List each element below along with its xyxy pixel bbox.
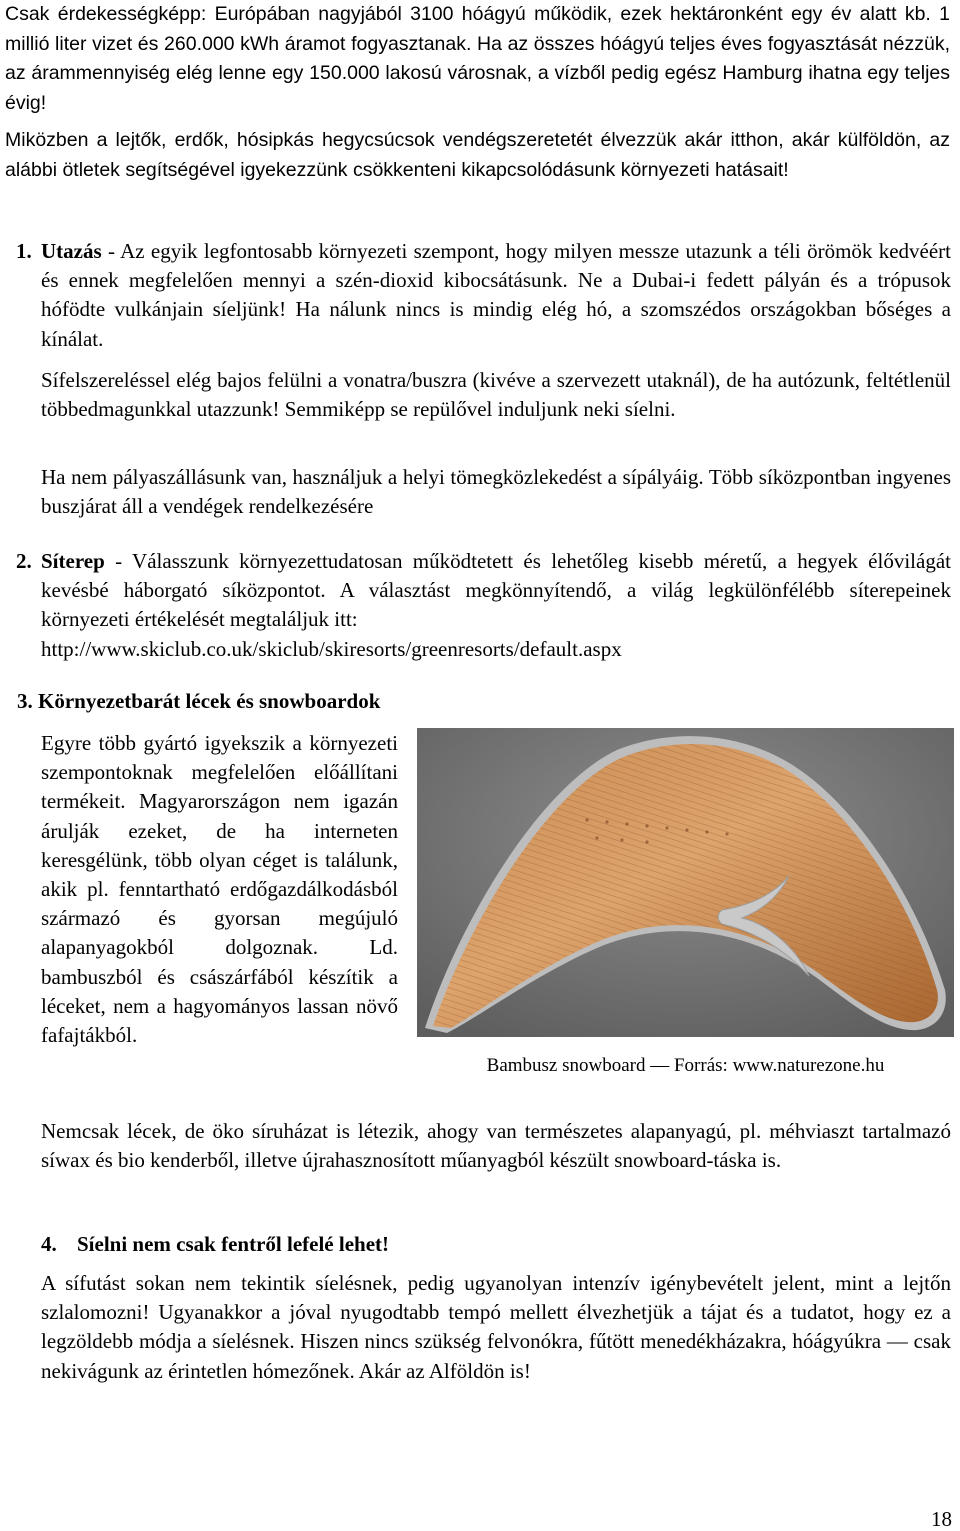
figure-caption: Bambusz snowboard — Forrás: www.naturezone.hu [486, 1055, 885, 1076]
section-3-text-column [41, 729, 398, 1050]
section-1-paragraph-2 [41, 366, 951, 424]
section-2-title: Síterep [41, 549, 105, 573]
section-1-title: Utazás [41, 239, 102, 263]
section-3-paragraph-2-text: Nemcsak lécek, de öko síruházat is létezik, ahogy van természetes alapanyagú, pl. méhviaszt tartalmazó síwax és bio kenderből, illetve újrahasznosított műanyagból készült snowboard-táska is. [41, 1119, 951, 1173]
section-4-paragraph [41, 1269, 951, 1386]
section-4-heading [41, 1230, 389, 1259]
section-1-paragraph-3 [41, 463, 951, 521]
section-2-url[interactable]: http://www.skiclub.co.uk/skiclub/skiresorts/greenresorts/default.aspx [41, 636, 622, 661]
page-number: 18 [931, 1507, 952, 1531]
section-1-number: 1. [16, 239, 32, 263]
section-4-number: 4. [41, 1232, 57, 1256]
section-2-number: 2. [16, 549, 32, 573]
intro-paragraph-2: Miközben a lejtők, erdők, hósipkás hegycsúcsok vendégszeretetét élvezzük akár itthon, akár külföldön, az alábbi ötletek segítségével igyekezzünk csökkenteni kikapcsolódásunk környezeti hatásait! [5, 129, 950, 181]
section-2-paragraph [41, 547, 951, 635]
section-1-paragraph-1 [41, 237, 951, 354]
intro-paragraph-1: Csak érdekességképp: Európában nagyjából 3100 hóágyú működik, ezek hektáronként egy év alatt kb. 1 millió liter vizet és 260.000 kWh áramot fogyasztanak. Ha az összes hóágyú teljes éves fogyasztását nézzük, az árammennyiség elég lenne egy 150.000 lakosú városnak, a vízből pedig egész Hamburg ihatna egy teljes évig! [5, 3, 950, 114]
section-3-heading: 3. Környezetbarát lécek és snowboardok [17, 689, 381, 713]
section-4-heading-text: Síelni nem csak fentről lefelé lehet! [77, 1232, 390, 1256]
section-2-text: - Válasszunk környezettudatosan működtetett és lehetőleg kisebb méretű, a hegyek élővilágát kevésbé háborgató síközpontot. A választást megkönnyítendő, a világ legkülönfélébb síterepeinek környezeti értékelését megtaláljuk itt: [41, 549, 951, 632]
section-1-paragraph-3-text: Ha nem pályaszállásunk van, használjuk a helyi tömegközlekedést a sípályáig. Több síközpontban ingyenes buszjárat áll a vendégek rendelkezésére [41, 465, 951, 519]
section-3-paragraph-1: Egyre több gyártó igyekszik a környezeti szempontoknak megfelelően előállítani termékeit. Magyarországon nem igazán árulják ezeket, de ha interneten keresgélünk, több olyan céget is találunk, akik pl. fenntartható erdőgazdálkodásból származó és gyorsan megújuló alapanyagokból dolgoznak. Ld. bambuszból és császárfából készítik a léceket, nem a hagyományos lassan növő fafajtákból. [41, 731, 398, 1048]
section-3-paragraph-2 [41, 1117, 951, 1175]
section-2-terrain [16, 547, 951, 664]
section-1-paragraph-2-text: Sífelszereléssel elég bajos felülni a vonatra/buszra (kivéve a szervezett utaknál), de ha autózunk, feltétlenül többedmagunkkal utazzunk! Semmiképp se repülővel induljunk neki síelni. [41, 368, 951, 422]
section-1-text: - Az egyik legfontosabb környezeti szempont, hogy milyen messze utazunk a téli örömök kedvéért és ennek megfelelően mennyi a szén-dioxid kibocsátásunk. Ne a Dubai-i fedett pályán és a trópusok hófödte vulkánjain síeljünk! Ha nálunk nincs is mindig elég hó, a szomszédos országokban bőséges a kínálat. [41, 239, 951, 351]
bamboo-snowboard-image [417, 728, 954, 1037]
section-1-travel [16, 237, 951, 354]
snowboard-illustration [417, 728, 954, 1037]
section-4-paragraph-text: A sífutást sokan nem tekintik síelésnek, pedig ugyanolyan intenzív igénybevételt jelent, mint a lejtőn szlalomozni! Ugyanakkor a jóval nyugodtabb tempó mellett élvezhetjük a tájat és a tudatot, hogy ez a legzöldebb módja a síelésnek. Hiszen nincs szükség felvonókra, fűtött menedékházakra, hóágyúkra — csak nekivágunk az érintetlen hómezőnek. Akár az Alföldön is! [41, 1271, 951, 1383]
